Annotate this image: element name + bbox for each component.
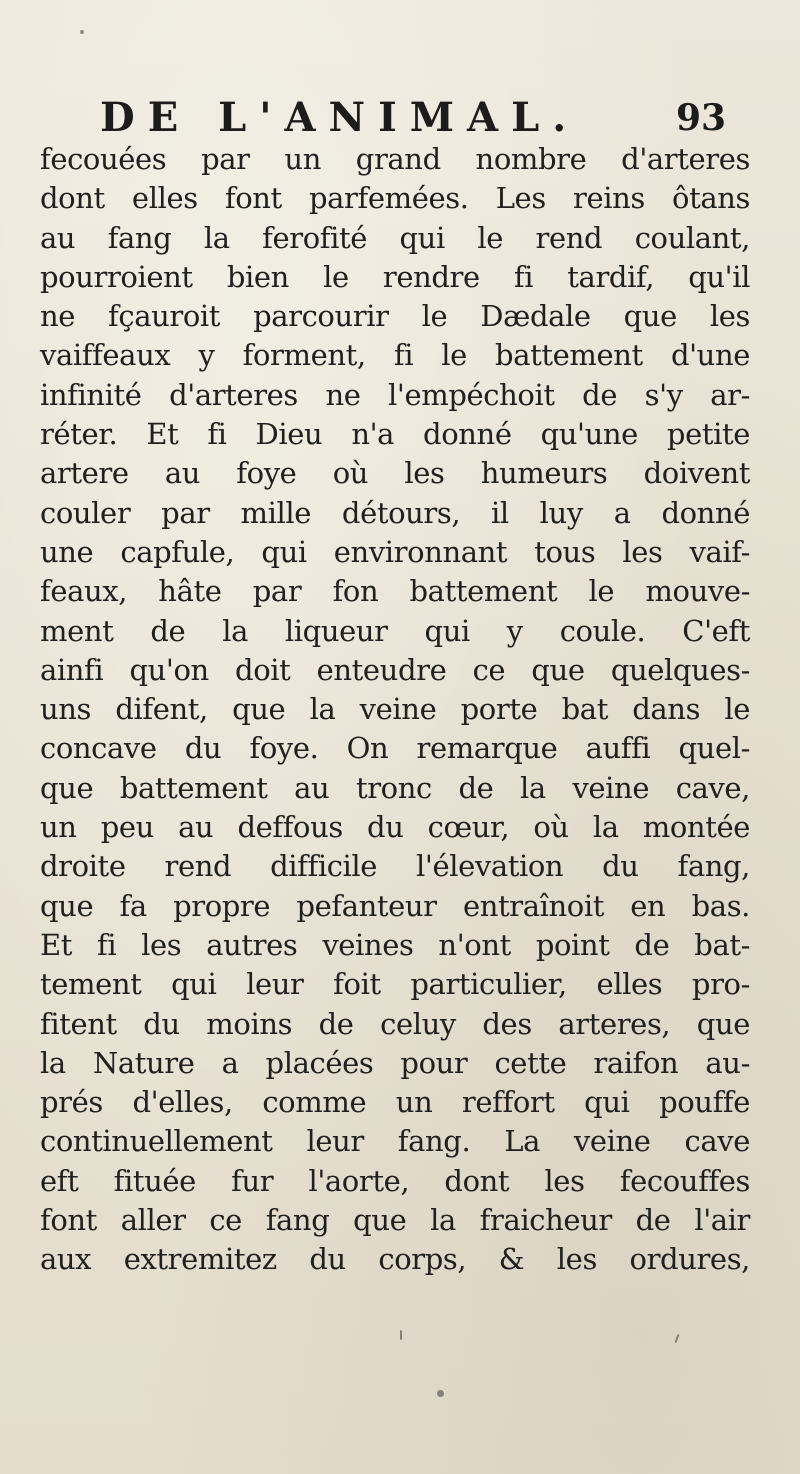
text-line: ainfi qu'on doit enteudre ce que quelques- — [40, 652, 750, 687]
ink-speck — [437, 1390, 444, 1397]
text-line: feaux, hâte par fon battement le mouve- — [40, 574, 750, 609]
text-line: la Nature a placées pour cette raifon au- — [40, 1045, 750, 1080]
text-line: continuellement leur fang. La veine cave — [40, 1124, 750, 1159]
text-line: eft fituée fur l'aorte, dont les fecouffes — [40, 1163, 750, 1198]
text-line: couler par mille détours, il luy a donné — [40, 495, 750, 530]
ink-speck — [675, 1334, 680, 1343]
text-line: ne fçauroit parcourir le Dædale que les — [40, 299, 750, 334]
text-line: vaiffeaux y forment, fi le battement d'une — [40, 338, 750, 373]
body-text — [40, 140, 750, 1280]
text-line: infinité d'arteres ne l'empéchoit de s'y ar- — [40, 377, 750, 412]
text-line: artere au foye où les humeurs doivent — [40, 456, 750, 491]
page-header — [0, 96, 800, 140]
text-line: concave du foye. On remarque auffi quel- — [40, 731, 750, 766]
text-line: Et fi les autres veines n'ont point de bat- — [40, 927, 750, 962]
text-line: prés d'elles, comme un reffort qui pouffe — [40, 1085, 750, 1120]
running-head: DE L'ANIMAL. — [100, 94, 580, 141]
page-number: 93 — [676, 97, 727, 139]
text-line: un peu au deffous du cœur, où la montée — [40, 810, 750, 845]
text-line: droite rend difficile l'élevation du fang, — [40, 849, 750, 884]
text-line: au fang la ferofité qui le rend coulant, — [40, 220, 750, 255]
text-line: que fa propre pefanteur entraînoit en bas. — [40, 888, 750, 923]
text-line: réter. Et fi Dieu n'a donné qu'une petite — [40, 417, 750, 452]
text-line: tement qui leur foit particulier, elles pro- — [40, 967, 750, 1002]
ink-speck — [400, 1330, 402, 1340]
text-line: dont elles font parfemées. Les reins ôtans — [40, 181, 750, 216]
text-line: uns difent, que la veine porte bat dans le — [40, 692, 750, 727]
text-line: fitent du moins de celuy des arteres, que — [40, 1006, 750, 1041]
ink-speck — [80, 30, 84, 34]
text-line: que battement au tronc de la veine cave, — [40, 770, 750, 805]
text-line: fecouées par un grand nombre d'arteres — [40, 142, 750, 176]
text-line: font aller ce fang que la fraicheur de l'air — [40, 1203, 750, 1238]
text-line: aux extremitez du corps, & les ordures, — [40, 1242, 750, 1277]
text-line: ment de la liqueur qui y coule. C'eft — [40, 613, 750, 648]
text-line: pourroient bien le rendre fi tardif, qu'il — [40, 259, 750, 294]
text-line: une capfule, qui environnant tous les vaif- — [40, 534, 750, 569]
